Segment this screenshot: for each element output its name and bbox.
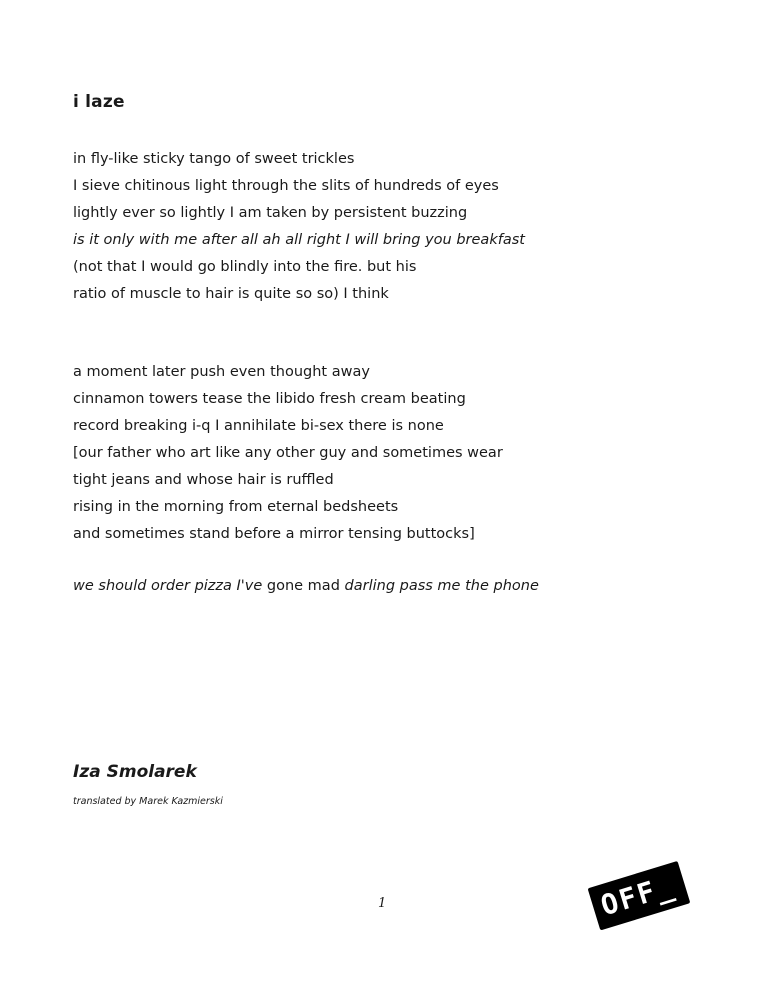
poem-line [73, 573, 539, 600]
logo-text: OFF_ [596, 868, 679, 923]
poem-line [73, 440, 503, 467]
poem-line [73, 494, 503, 521]
line-text: (not that I would go blindly into the fire. but his [73, 259, 417, 275]
line-text: I sieve chitinous light through the slits of hundreds of eyes [73, 178, 499, 194]
line-text: gone mad [266, 578, 345, 594]
italic-text: is it only with me after all ah all right I will bring you breakfast [73, 232, 525, 248]
stanza-2 [73, 359, 503, 548]
author-name: Iza Smolarek [73, 762, 197, 782]
line-text: rising in the morning from eternal bedsheets [73, 499, 399, 515]
poem-line [73, 227, 525, 254]
line-text: ratio of muscle to hair is quite so so) I think [73, 286, 389, 302]
line-text: [our father who art like any other guy and sometimes wear [73, 445, 503, 461]
poem-line [73, 413, 503, 440]
poem-line [73, 281, 525, 308]
poem-line [73, 467, 503, 494]
poem-title: i laze [73, 92, 125, 112]
line-text: and sometimes stand before a mirror tensing buttocks] [73, 526, 475, 542]
italic-text: darling pass me the phone [344, 578, 539, 594]
line-text: a moment later push even thought away [73, 364, 370, 380]
line-text: in fly-like sticky tango of sweet trickles [73, 151, 355, 167]
translator-credit: translated by Marek Kazmierski [73, 796, 223, 807]
italic-text: we should order pizza I've [73, 578, 267, 594]
poem-line [73, 359, 503, 386]
line-text: lightly ever so lightly I am taken by persistent buzzing [73, 205, 468, 221]
poem-line [73, 146, 525, 173]
page-number: 1 [378, 896, 387, 911]
line-text: record breaking i-q I annihilate bi-sex there is none [73, 418, 444, 434]
poem-line [73, 386, 503, 413]
stanza-1 [73, 146, 525, 308]
line-text: cinnamon towers tease the libido fresh cream beating [73, 391, 466, 407]
off-press-logo-icon [578, 857, 698, 935]
poem-line [73, 173, 525, 200]
poem-line [73, 200, 525, 227]
stanza-3 [73, 573, 539, 600]
poem-line [73, 254, 525, 281]
line-text: tight jeans and whose hair is ruffled [73, 472, 334, 488]
poem-line [73, 521, 503, 548]
